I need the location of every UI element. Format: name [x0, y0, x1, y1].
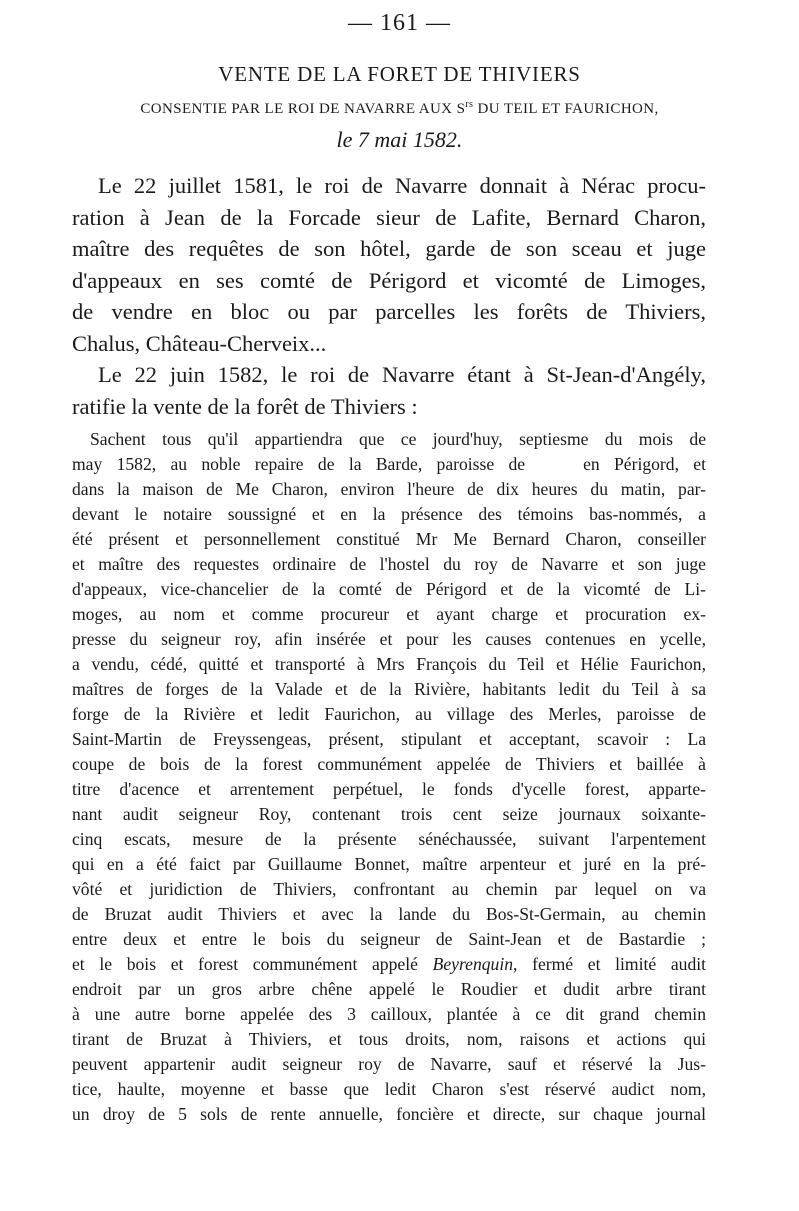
document-subtitle: [0, 99, 799, 118]
quote-line: dans la maison de Me Charon, environ l'heure de dix heures du matin, par-: [72, 479, 706, 499]
quote-line: un droy de 5 sols de rente annuelle, foncière et directe, sur chaque journal: [72, 1104, 706, 1124]
intro-paragraph-2: [72, 359, 706, 422]
intro-line: Le 22 juin 1582, le roi de Navarre étant à St-Jean-d'Angély,: [98, 362, 706, 387]
quote-line: maîtres de forges de la Valade et de la Rivière, habitants ledit du Teil à sa: [72, 679, 706, 699]
quote-line: d'appeaux, vice-chancelier de la comté de Périgord et de la vicomté de Li-: [72, 579, 706, 599]
quote-line-part: en Périgord, et: [583, 454, 706, 474]
quote-line: Sachent tous qu'il appartiendra que ce jourd'huy, septiesme du mois de: [90, 429, 706, 449]
quote-line: à une autre borne appelée des 3 cailloux, plantée à ce dit grand chemin: [72, 1004, 706, 1024]
quote-line: entre deux et entre le bois du seigneur de Saint-Jean et de Bastardie ;: [72, 929, 706, 949]
quote-line: presse du seigneur roy, afin insérée et pour les causes contenues en ycelle,: [72, 629, 706, 649]
quote-line: vôté et juridiction de Thiviers, confrontant au chemin par lequel on va: [72, 879, 706, 899]
intro-line: ration à Jean de la Forcade sieur de Lafite, Bernard Charon,: [72, 204, 706, 230]
intro-paragraph-1: [72, 170, 706, 359]
quote-line: qui en a été faict par Guillaume Bonnet, maître arpenteur et juré en la pré-: [72, 854, 706, 874]
quote-line: coupe de bois de la forest communément appelée de Thiviers et baillée à: [72, 754, 706, 774]
intro-line: maître des requêtes de son hôtel, garde de son sceau et juge: [72, 236, 706, 261]
quote-line: de Bruzat audit Thiviers et avec la lande du Bos-St-Germain, au chemin: [72, 904, 706, 924]
place-name-italic: Beyrenquin: [432, 954, 514, 974]
intro-text: [72, 170, 706, 422]
quote-line-part: , fermé et limité audit: [513, 954, 707, 974]
quote-line: devant le notaire soussigné et en la présence des témoins bas-nommés, a: [72, 504, 706, 524]
intro-line: ratifie la vente de la forêt de Thiviers :: [72, 393, 418, 419]
quote-line: [72, 452, 706, 477]
quote-line: Saint-Martin de Freyssengeas, présent, stipulant et acceptant, scavoir : La: [72, 729, 706, 749]
document-date: le 7 mai 1582.: [336, 127, 463, 152]
subtitle-text-start: CONSENTIE PAR LE ROI DE NAVARRE AUX S: [140, 101, 466, 117]
quote-line: moges, au nom et comme procureur et ayant charge et procuration ex-: [72, 604, 706, 624]
quote-line: cinq escats, mesure de la présente sénéchaussée, suivant l'arpentement: [72, 829, 706, 849]
subtitle-text-end: DU TEIL ET FAURICHON,: [473, 101, 659, 117]
quote-line: tice, haulte, moyenne et basse que ledit Charon s'est réservé audict nom,: [72, 1079, 706, 1099]
quote-line: endroit par un gros arbre chêne appelé le Roudier et dudit arbre tirant: [72, 979, 706, 999]
quoted-act: [72, 427, 706, 1127]
subtitle-superscript: rs: [465, 99, 474, 110]
quote-line: et maître des requestes ordinaire de l'hostel du roy de Navarre et son juge: [72, 554, 706, 574]
quote-line-part: et le bois et forest communément appelé: [72, 954, 433, 974]
quote-line: tirant de Bruzat à Thiviers, et tous droits, nom, raisons et actions qui: [72, 1029, 706, 1049]
quote-line: titre d'acence et arrentement perpétuel, le fonds d'ycelle forest, apparte-: [72, 779, 706, 799]
intro-line: Chalus, Château-Cherveix...: [72, 330, 327, 356]
quote-line: été présent et personnellement constitué Mr Me Bernard Charon, conseiller: [72, 529, 706, 549]
intro-line: de vendre en bloc ou par parcelles les forêts de Thiviers,: [72, 299, 706, 324]
intro-line: d'appeaux en ses comté de Périgord et vicomté de Limoges,: [72, 267, 706, 293]
intro-line: Le 22 juillet 1581, le roi de Navarre donnait à Nérac procu-: [98, 173, 706, 198]
quote-line: [72, 952, 706, 977]
quote-line: peuvent appartenir audit seigneur roy de Navarre, sauf et réservé la Jus-: [72, 1054, 706, 1074]
quote-line: a vendu, cédé, quitté et transporté à Mrs François du Teil et Hélie Faurichon,: [72, 654, 706, 674]
quote-line: nant audit seigneur Roy, contenant trois cent seize journaux soixante-: [72, 804, 706, 824]
quote-line: forge de la Rivière et ledit Faurichon, au village des Merles, paroisse de: [72, 704, 706, 724]
document-title: VENTE DE LA FORET DE THIVIERS: [218, 62, 581, 86]
page-number: — 161 —: [348, 10, 451, 36]
quote-line-part: may 1582, au noble repaire de la Barde, paroisse de: [72, 454, 526, 474]
